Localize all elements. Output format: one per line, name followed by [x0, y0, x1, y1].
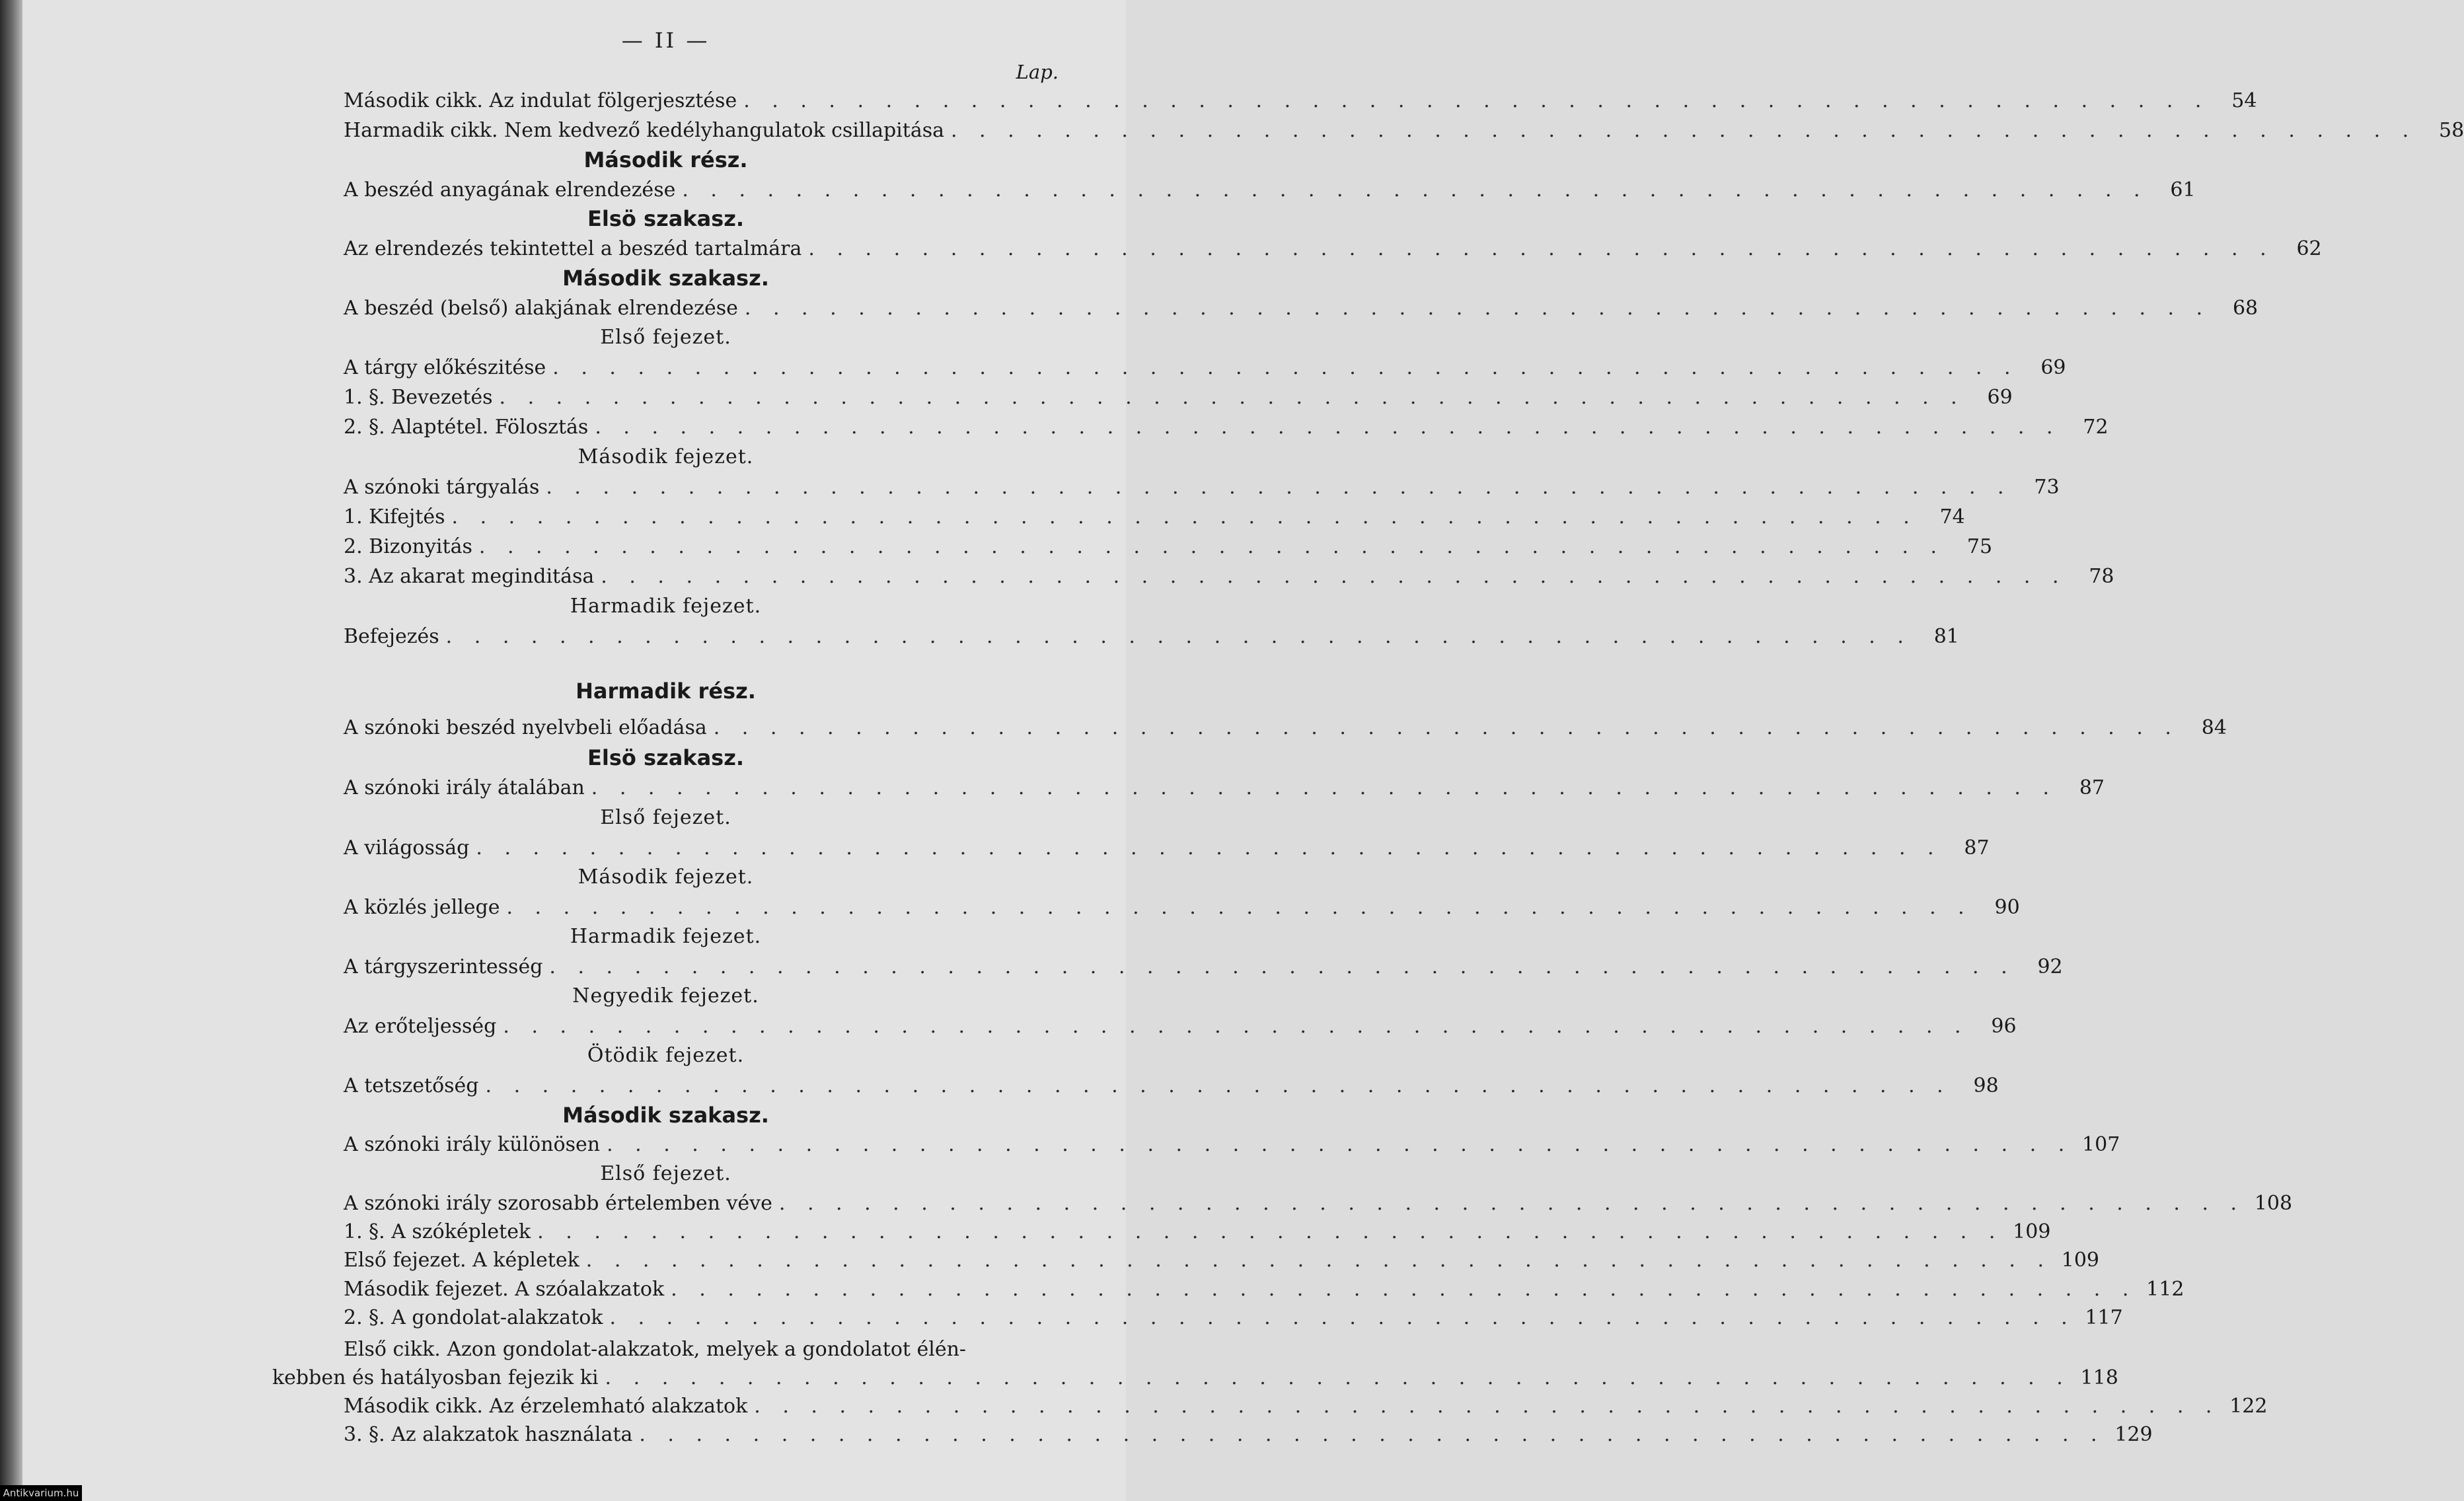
toc-entry: Második cikk. Az indulat fölgerjesztése . . . . . . . . . . . . . . . . . . . . . . . . . . . . . . . . . . . . . . . . . . . . . . . . . . . . 54: [344, 89, 2257, 112]
toc-entry: kebben és hatályosban fejezik ki . . . . . . . . . . . . . . . . . . . . . . . . . . . . . . . . . . . . . . . . . . . . . . . . . . . . 118: [272, 1366, 2118, 1389]
toc-entry: A szónoki irály különösen . . . . . . . . . . . . . . . . . . . . . . . . . . . . . . . . . . . . . . . . . . . . . . . . . . . . 107: [344, 1133, 2120, 1156]
toc-entry: 1. Kifejtés . . . . . . . . . . . . . . . . . . . . . . . . . . . . . . . . . . . . . . . . . . . . . . . . . . . . 74: [344, 505, 1965, 529]
toc-entry-first-line: Első cikk. Azon gondolat-alakzatok, melyek a gondolatot élén-: [344, 1338, 967, 1361]
toc-entry: Harmadik cikk. Nem kedvező kedélyhangulatok csillapitása . . . . . . . . . . . . . . . . . . . . . . . . . . . . . . . . . . . . . . . . . . . . . . . . . . . . 58: [344, 119, 2464, 142]
toc-entry: A tetszetőség . . . . . . . . . . . . . . . . . . . . . . . . . . . . . . . . . . . . . . . . . . . . . . . . . . . . 98: [344, 1074, 1999, 1097]
chapter-heading: Ötödik fejezet.: [587, 1044, 745, 1067]
chapter-heading: Első fejezet.: [600, 806, 731, 829]
section-heading: Elsö szakasz.: [587, 206, 744, 231]
watermark: Antikvarium.hu: [0, 1485, 82, 1501]
toc-entry: A világosság . . . . . . . . . . . . . . . . . . . . . . . . . . . . . . . . . . . . . . . . . . . . . . . . . . . . 87: [344, 836, 1990, 860]
chapter-heading: Harmadik fejezet.: [570, 595, 762, 618]
toc-entry: 2. Bizonyitás . . . . . . . . . . . . . . . . . . . . . . . . . . . . . . . . . . . . . . . . . . . . . . . . . . . . 75: [344, 535, 1993, 558]
toc-entry: Befejezés . . . . . . . . . . . . . . . . . . . . . . . . . . . . . . . . . . . . . . . . . . . . . . . . . . . . 81: [344, 625, 1959, 648]
toc-entry: A szónoki tárgyalás . . . . . . . . . . . . . . . . . . . . . . . . . . . . . . . . . . . . . . . . . . . . . . . . . . . . 73: [344, 476, 2060, 499]
chapter-heading: Harmadik fejezet.: [570, 925, 762, 948]
toc-entry: A beszéd (belső) alakjának elrendezése . . . . . . . . . . . . . . . . . . . . . . . . . . . . . . . . . . . . . . . . . . . . . . . . . . . . 68: [344, 297, 2259, 320]
toc-entry: 3. Az akarat meginditása . . . . . . . . . . . . . . . . . . . . . . . . . . . . . . . . . . . . . . . . . . . . . . . . . . . . 78: [344, 565, 2114, 588]
toc-entry: A tárgyszerintesség . . . . . . . . . . . . . . . . . . . . . . . . . . . . . . . . . . . . . . . . . . . . . . . . . . . . 92: [344, 955, 2063, 978]
toc-entry: 3. §. Az alakzatok használata . . . . . . . . . . . . . . . . . . . . . . . . . . . . . . . . . . . . . . . . . . . . . . . . . . . . 129: [344, 1423, 2153, 1446]
section-heading: Elsö szakasz.: [587, 745, 744, 770]
chapter-heading: Második fejezet.: [578, 445, 754, 468]
chapter-heading: Második fejezet.: [578, 865, 754, 889]
toc-entry: 1. §. Bevezetés . . . . . . . . . . . . . . . . . . . . . . . . . . . . . . . . . . . . . . . . . . . . . . . . . . . . 69: [344, 386, 2013, 409]
toc-entry: A tárgy előkészitése . . . . . . . . . . . . . . . . . . . . . . . . . . . . . . . . . . . . . . . . . . . . . . . . . . . . 69: [344, 356, 2066, 379]
toc-entry: A szónoki irály átalában . . . . . . . . . . . . . . . . . . . . . . . . . . . . . . . . . . . . . . . . . . . . . . . . . . . . 87: [344, 776, 2105, 799]
toc-entry: 1. §. A szóképletek . . . . . . . . . . . . . . . . . . . . . . . . . . . . . . . . . . . . . . . . . . . . . . . . . . . . 109: [344, 1220, 2051, 1243]
toc-entry: A beszéd anyagának elrendezése . . . . . . . . . . . . . . . . . . . . . . . . . . . . . . . . . . . . . . . . . . . . . . . . . . . . 61: [344, 178, 2196, 201]
chapter-heading: Első fejezet.: [600, 1162, 731, 1185]
part-heading: Második rész.: [583, 147, 748, 172]
toc-entry: A közlés jellege . . . . . . . . . . . . . . . . . . . . . . . . . . . . . . . . . . . . . . . . . . . . . . . . . . . . 90: [344, 896, 2020, 919]
section-heading: Második szakasz.: [562, 1103, 769, 1128]
part-heading: Harmadik rész.: [576, 678, 756, 704]
toc-entry: Második fejezet. A szóalakzatok . . . . . . . . . . . . . . . . . . . . . . . . . . . . . . . . . . . . . . . . . . . . . . . . . . . . 112: [344, 1278, 2184, 1301]
toc-entry: 2. §. A gondolat-alakzatok . . . . . . . . . . . . . . . . . . . . . . . . . . . . . . . . . . . . . . . . . . . . . . . . . . . . 117: [344, 1306, 2123, 1329]
toc-entry: A szónoki beszéd nyelvbeli előadása . . . . . . . . . . . . . . . . . . . . . . . . . . . . . . . . . . . . . . . . . . . . . . . . . . . . 84: [344, 716, 2227, 739]
toc-entry: Az erőteljesség . . . . . . . . . . . . . . . . . . . . . . . . . . . . . . . . . . . . . . . . . . . . . . . . . . . . 96: [344, 1015, 2017, 1038]
toc-entry: 2. §. Alaptétel. Fölosztás . . . . . . . . . . . . . . . . . . . . . . . . . . . . . . . . . . . . . . . . . . . . . . . . . . . . 72: [344, 416, 2109, 439]
page-number: — II —: [621, 28, 710, 53]
toc-entry: A szónoki irály szorosabb értelemben véve . . . . . . . . . . . . . . . . . . . . . . . . . . . . . . . . . . . . . . . . . . . . . . . . . . . . 108: [344, 1192, 2293, 1215]
chapter-heading: Negyedik fejezet.: [572, 984, 759, 1007]
toc-entry: Az elrendezés tekintettel a beszéd tartalmára . . . . . . . . . . . . . . . . . . . . . . . . . . . . . . . . . . . . . . . . . . . . . . . . . . . . 62: [344, 237, 2322, 260]
toc-entry: Második cikk. Az érzelemható alakzatok . . . . . . . . . . . . . . . . . . . . . . . . . . . . . . . . . . . . . . . . . . . . . . . . . . . . 122: [344, 1395, 2268, 1418]
toc-entry: Első fejezet. A képletek . . . . . . . . . . . . . . . . . . . . . . . . . . . . . . . . . . . . . . . . . . . . . . . . . . . . 109: [344, 1249, 2099, 1272]
section-heading: Második szakasz.: [562, 266, 769, 291]
chapter-heading: Első fejezet.: [600, 326, 731, 349]
lap-column-header: Lap.: [1016, 61, 1059, 83]
